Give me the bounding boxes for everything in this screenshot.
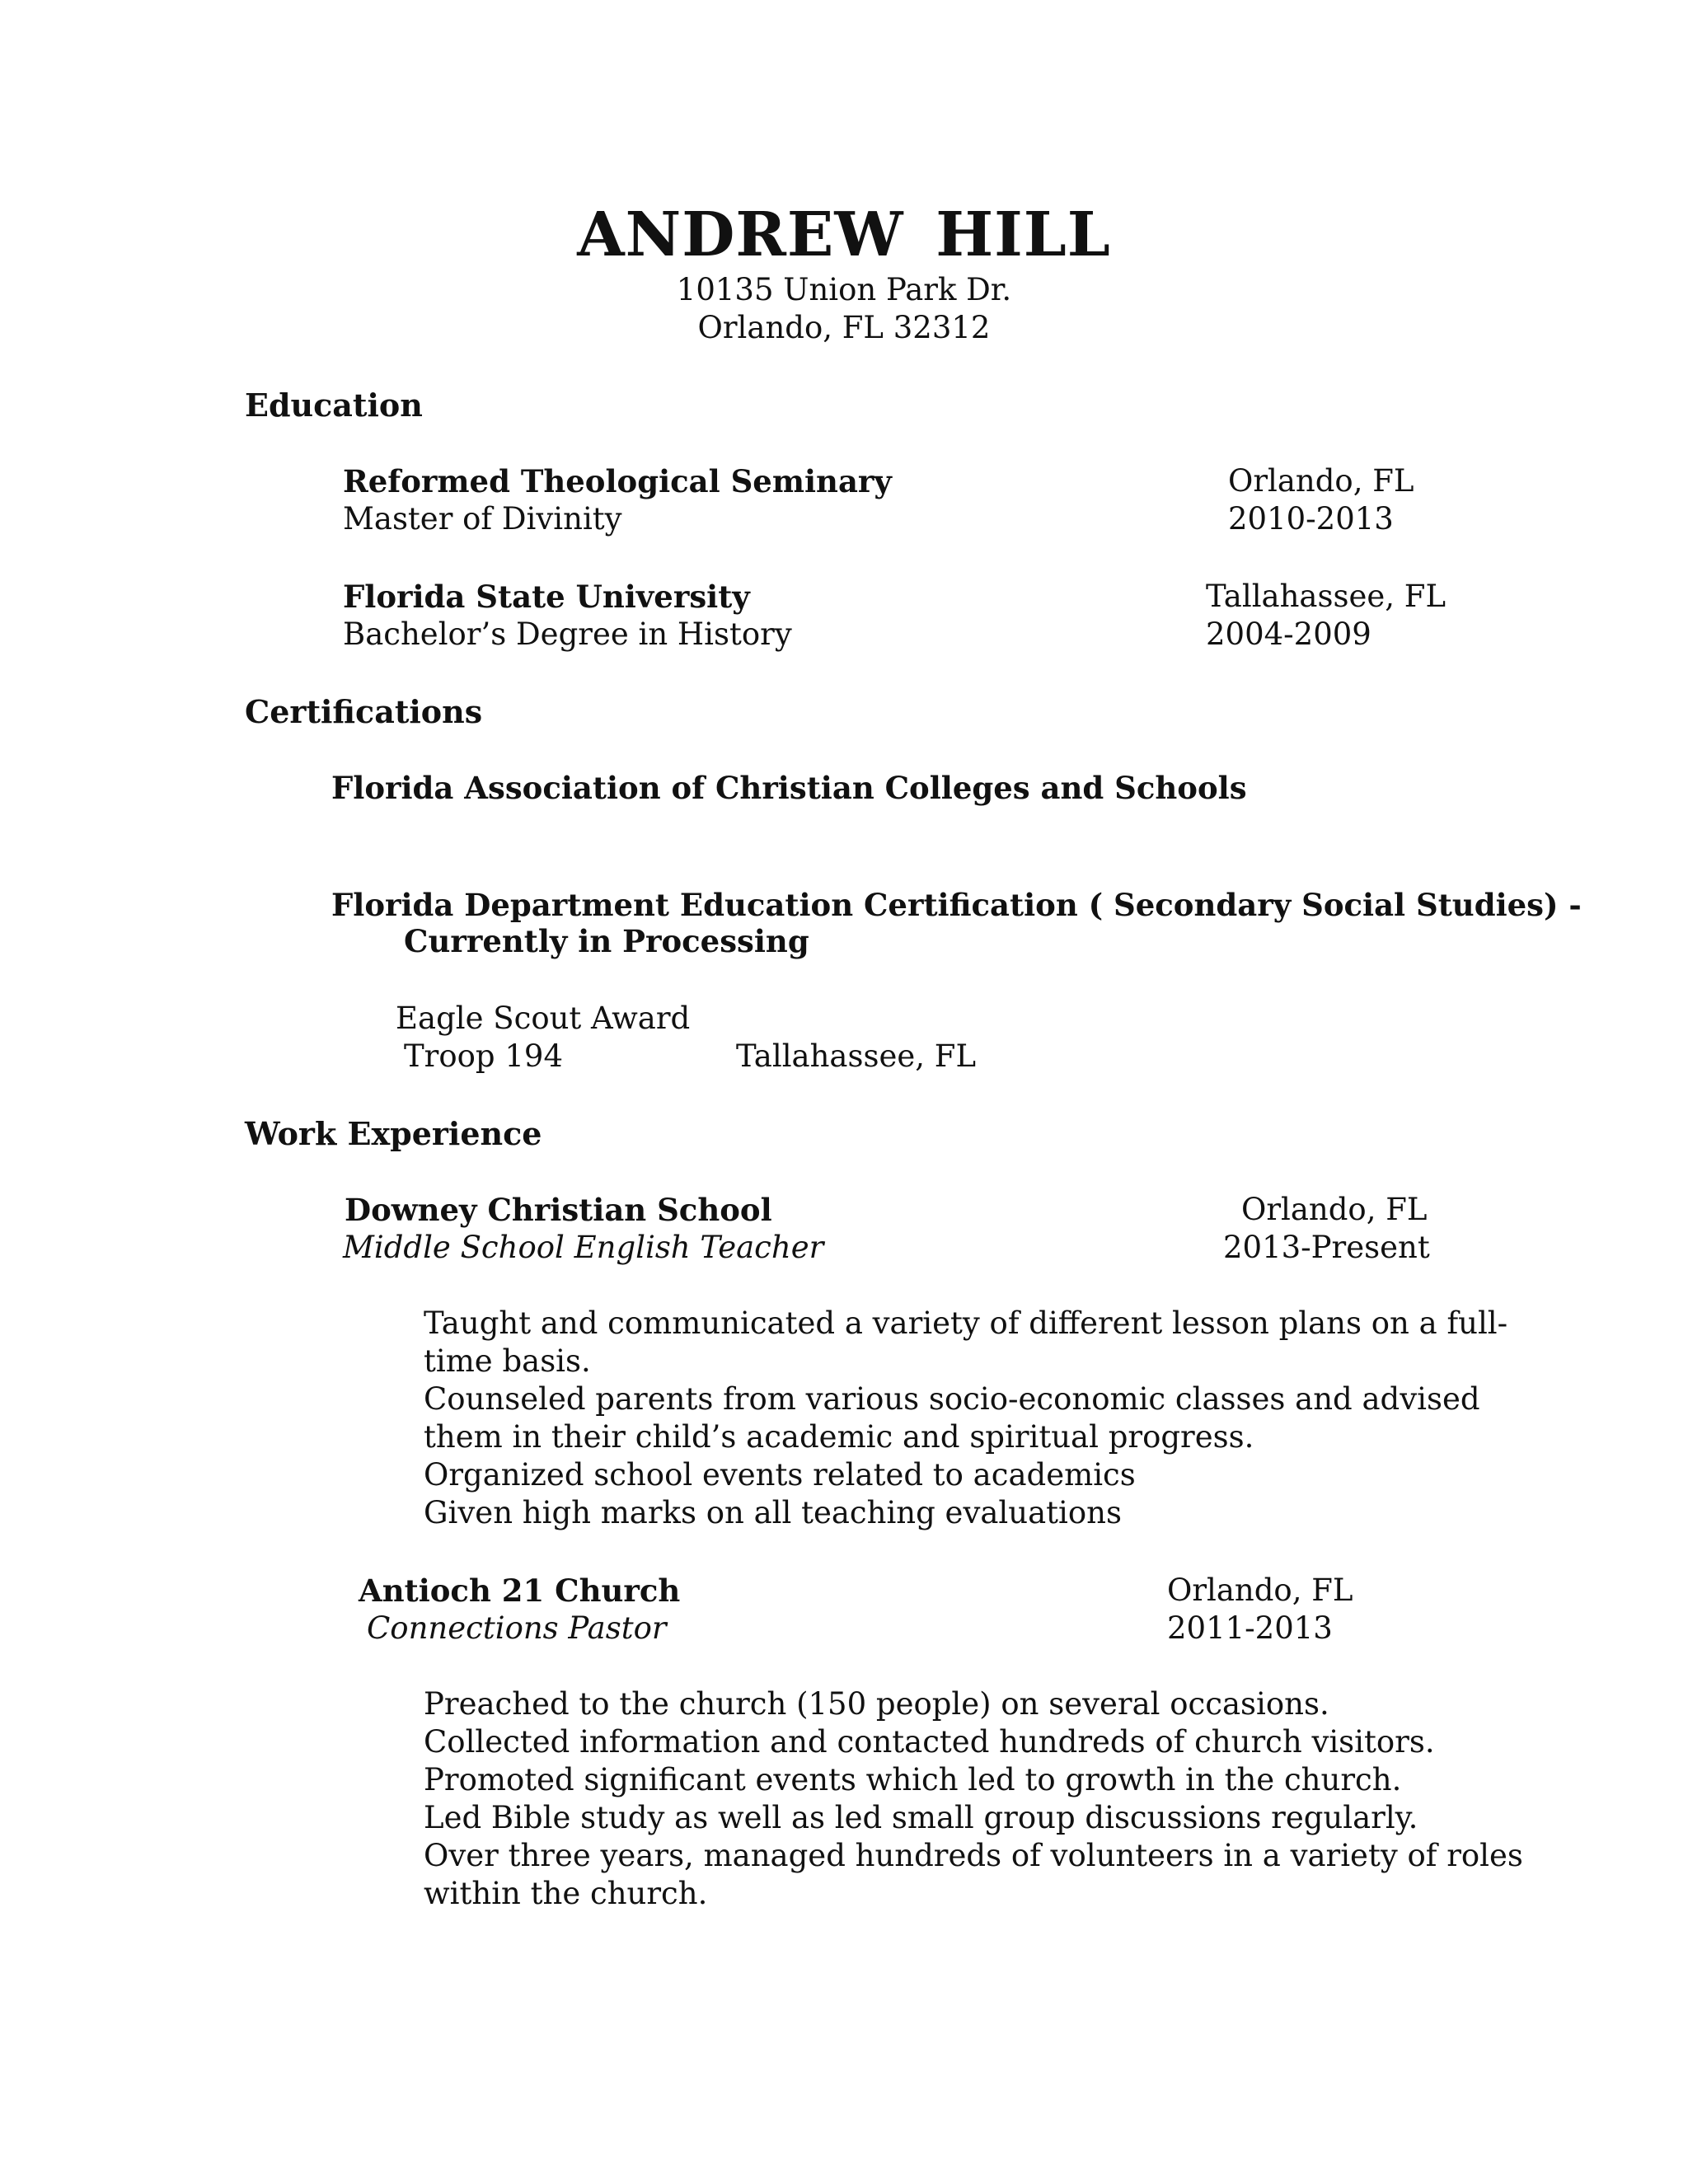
job-2-line: Collected information and contacted hundreds of church visitors. (424, 1724, 1435, 1760)
award-troop: Troop 194 (404, 1038, 563, 1074)
certification-2: Florida Department Education Certification ( Secondary Social Studies) - (331, 887, 1582, 923)
job-1-line: Organized school events related to academics (424, 1457, 1136, 1493)
education-school-1: Reformed Theological Seminary (343, 463, 892, 499)
job-dates-1: 2013-Present (1223, 1230, 1430, 1265)
address-line-2: Orlando, FL 32312 (697, 310, 991, 345)
job-title-1: Middle School English Teacher (343, 1230, 824, 1265)
award-location: Tallahassee, FL (736, 1038, 977, 1074)
candidate-name: ANDREW HILL (577, 199, 1111, 270)
education-degree-2: Bachelor’s Degree in History (343, 616, 792, 652)
job-1-line: them in their child’s academic and spiritual progress. (424, 1419, 1254, 1455)
education-degree-1: Master of Divinity (343, 501, 622, 537)
job-dates-2: 2011-2013 (1167, 1610, 1333, 1646)
education-heading: Education (245, 387, 423, 424)
job-location-2: Orlando, FL (1167, 1572, 1353, 1608)
education-school-2: Florida State University (343, 579, 750, 615)
job-employer-2: Antioch 21 Church (359, 1572, 681, 1609)
education-location-1: Orlando, FL (1228, 463, 1414, 499)
work-heading: Work Experience (245, 1115, 542, 1152)
job-title-2: Connections Pastor (367, 1610, 667, 1646)
job-employer-1: Downey Christian School (345, 1192, 772, 1228)
certification-1: Florida Association of Christian Colleges and Schools (331, 770, 1247, 806)
job-2-line: Promoted significant events which led to growth in the church. (424, 1762, 1402, 1797)
job-2-line: Preached to the church (150 people) on several occasions. (424, 1686, 1329, 1722)
certification-2-status: Currently in Processing (404, 923, 809, 959)
award-title: Eagle Scout Award (396, 1001, 691, 1036)
job-2-line: Over three years, managed hundreds of volunteers in a variety of roles (424, 1838, 1523, 1873)
job-1-line: Given high marks on all teaching evaluations (424, 1495, 1122, 1530)
job-1-line: time basis. (424, 1343, 591, 1379)
education-dates-1: 2010-2013 (1228, 501, 1394, 537)
education-location-2: Tallahassee, FL (1206, 579, 1447, 614)
job-2-line: Led Bible study as well as led small group discussions regularly. (424, 1800, 1418, 1835)
education-dates-2: 2004-2009 (1206, 616, 1372, 652)
address-line-1: 10135 Union Park Dr. (676, 272, 1012, 307)
job-1-line: Taught and communicated a variety of different lesson plans on a full- (424, 1305, 1508, 1341)
job-2-line: within the church. (424, 1876, 708, 1911)
certifications-heading: Certifications (245, 693, 483, 730)
job-location-1: Orlando, FL (1241, 1192, 1428, 1227)
job-1-line: Counseled parents from various socio-economic classes and advised (424, 1381, 1480, 1417)
